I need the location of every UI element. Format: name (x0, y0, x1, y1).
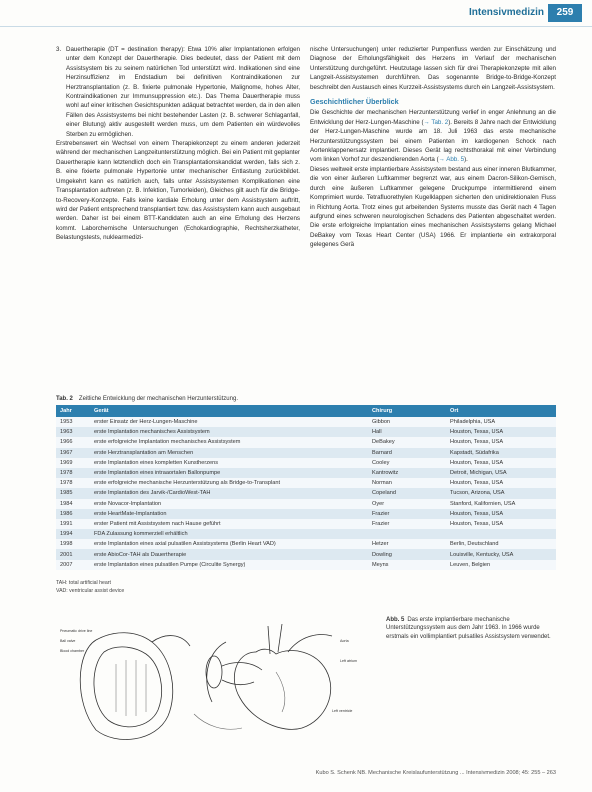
figure-illustration (56, 612, 378, 750)
table-row (56, 448, 556, 458)
cell-location: Houston, Texas, USA (446, 458, 556, 468)
outflow-cannula (222, 680, 254, 685)
cell-device: erste Novacor-Implantation (90, 499, 368, 509)
cell-year: 1985 (56, 488, 90, 498)
table-row (56, 509, 556, 519)
cell-location: Leuven, Belgien (446, 560, 556, 570)
cell-device: FDA Zulassung kommerziell erhältlich (90, 529, 368, 539)
column-header-device: Gerät (90, 405, 368, 417)
cell-location: Louisville, Kentucky, USA (446, 549, 556, 559)
table-row (56, 427, 556, 437)
cell-surgeon: Kantrowitz (368, 468, 446, 478)
figure-annotation: Pneumatic drive line (60, 629, 93, 633)
table-row (56, 488, 556, 498)
blood-chamber (94, 647, 162, 727)
table-notes (56, 580, 356, 595)
list-item-dauertherapie (56, 45, 300, 139)
cell-location: Kapstadt, Südafrika (446, 448, 556, 458)
cell-surgeon: Copeland (368, 488, 446, 498)
cell-device: erste Herztransplantation am Menschen (90, 448, 368, 458)
cell-device: erste Implantation eines axial pulsatilen Assistsystems (Berlin Heart VAD) (90, 539, 368, 549)
cell-device: erste Implantation eines intraaortalen Ballonpumpe (90, 468, 368, 478)
cell-year: 2001 (56, 549, 90, 559)
table-row (56, 499, 556, 509)
cell-year: 1978 (56, 478, 90, 488)
cell-year: 1978 (56, 468, 90, 478)
table-note: VAD: ventricular assist device (56, 587, 125, 594)
figure-annotation: Left atrium (340, 659, 357, 663)
right-column (310, 45, 556, 250)
cell-location: Houston, Texas, USA (446, 478, 556, 488)
text-run: ). Bereits 8 Jahre nach der Entwicklung der Herz-Lungen-Maschine wurde am 18. Juli 1963 das erste mechanische Herzunterstützungssystem bei einem Patienten im kardiogenen Schock nach Aortenklappenersatz implantiert. Dieses Gerät lag rechtsthorakal mit einer Verbindung vom linken Vorhof zur deszendierenden Aorta ( (310, 118, 556, 164)
cell-year: 1967 (56, 448, 90, 458)
cell-device: erste Implantation mechanisches Assistsystem (90, 427, 368, 437)
cell-location: Tucson, Arizona, USA (446, 488, 556, 498)
figure-annotation: Ball valve (60, 639, 76, 643)
cell-surgeon: Hall (368, 427, 446, 437)
cell-device: erste AbioCor-TAH als Dauertherapie (90, 549, 368, 559)
heart-outline (234, 649, 330, 729)
left-column (56, 45, 300, 243)
body-paragraph: nische Untersuchungen) unter reduzierter Pumpenfluss werden zur Einschätzung und Diagnose der Erholungsfähigkeit des Herzens im Verlauf der mechanischen Unterstützung durchgeführt. Heutzutage lassen sich für drei Therapiekonzepte mit allen Langzeit-Assistsystemen durchführen. Das sogenannte Bridge-to-Bridge-Konzept beschreibt den Austausch eines Kurzzeit-Assistsystems durch ein Langzeit-Assistsystem. (310, 46, 556, 91)
cell-year: 1969 (56, 458, 90, 468)
cell-device: erste Implantation eines pulsatilen Pumpe (Circulite Synergy) (90, 560, 368, 570)
page-number: 259 (548, 4, 582, 22)
cell-device: erster Einsatz der Herz-Lungen-Maschine (90, 417, 368, 427)
figure-annotation: Left ventricle (332, 709, 353, 713)
cell-location: Stanford, Kalifornien, USA (446, 499, 556, 509)
device-drawing (56, 612, 378, 750)
body-paragraph (310, 108, 556, 164)
figure-label: Abb. 5 (386, 617, 405, 623)
column-header-surgeon: Chirurg (368, 405, 446, 417)
cell-surgeon: DeBakey (368, 437, 446, 447)
cell-location: Detroit, Michigan, USA (446, 468, 556, 478)
septum-line (276, 672, 285, 712)
great-vessels (268, 624, 332, 654)
header-rule (0, 26, 592, 27)
connector-tube (152, 636, 190, 646)
cell-surgeon: Oyer (368, 499, 446, 509)
table-row (56, 519, 556, 529)
pump-chamber (206, 656, 222, 688)
cell-location: Berlin, Deutschland (446, 539, 556, 549)
table-row (56, 437, 556, 447)
table-row (56, 560, 556, 570)
cell-surgeon: Barnard (368, 448, 446, 458)
cell-surgeon: Hetzer (368, 539, 446, 549)
page-header (0, 0, 592, 30)
table-caption (56, 396, 556, 402)
figure-annotation: Aorta (340, 639, 349, 643)
cell-year: 1998 (56, 539, 90, 549)
body-paragraph: Erstrebenswert ein Wechsel von einem Therapiekonzept zu einem anderen jederzeit während der mechanischen Langzeitunterstützung möglich. Bei ein Patient mit geplanter Dauertherapie kann letztendlich doch ein Transplantationskandidat werden, falls sich z. B. eine fixierte pulmonale Hypertonie unter mechanischer Entlastung zurückbildet. Umgekehrt kann es natürlich auch, falls unter Assistsystemen Komplikationen eine Transplantation auftreten (z. B. Infektion, Tumorleiden), Gleiches gilt auch für die Bridge-to-Recovery-Konzepte. Falls keine kardiale Erholung unter dem Assistsystem auftritt, wird der Patient entsprechend transplantiert bzw. das Assistsystem kann auch ausgebaut werden. Daher ist bei einem BTT-Kandidaten auch an eine Erholung des Herzens kommt. Laborchemische Untersuchungen (Echokardiographie, Rechtsherzkatheter, Belastungstests, nuklearmedizi- (56, 140, 300, 242)
body-paragraph: Dieses weltweit erste implantierbare Assistsystem bestand aus einer inneren Blutkammer, die von einer äußeren Luftkammer begrenzt war, aus einem Dacron-Silikon-Gemisch, durch eine äußeren Luftkammer gelegene Druckpumpe intermittierend einem Komprimiert wurde. Tetrafluorethylen Kugelklappen sicherten den unidirektionalen Fluss in Richtung Aorta. Trotz eines gut arbeitenden Systems musste das Gerät nach 4 Tagen aufgrund eines schweren neurologischen Schadens des Patienten abgeschaltet werden. Die erste erfolgreiche Implantation eines mechanischen Assistsystems gelang Michael DeBakey vom Texas Heart Center (USA) 1966. Er implantierte ein extrakorporal gelegenes Gerä (310, 165, 556, 249)
text-run: ). (464, 156, 468, 164)
cell-year: 1966 (56, 437, 90, 447)
table-caption-text: Zeitliche Entwicklung der mechanischen Herzunterstützung. (78, 396, 238, 402)
cell-surgeon (368, 529, 446, 539)
column-header-year: Jahr (56, 405, 90, 417)
column-header-location: Ort (446, 405, 556, 417)
cell-location: Houston, Texas, USA (446, 519, 556, 529)
cell-location (446, 529, 556, 539)
table-row (56, 458, 556, 468)
table-row (56, 417, 556, 427)
cell-year: 1984 (56, 499, 90, 509)
cell-surgeon: Frazier (368, 509, 446, 519)
cell-surgeon: Norman (368, 478, 446, 488)
cell-year: 1953 (56, 417, 90, 427)
cell-device: erste erfolgreiche Implantation mechanisches Assistsystem (90, 437, 368, 447)
cell-year: 1994 (56, 529, 90, 539)
cell-device: erste Implantation des Jarvik-/CardioWest-TAH (90, 488, 368, 498)
table-row (56, 529, 556, 539)
cell-surgeon: Gibbon (368, 417, 446, 427)
cell-location: Houston, Texas, USA (446, 427, 556, 437)
section-heading: Geschichtlicher Überblick (310, 97, 399, 107)
cell-location: Philadelphia, USA (446, 417, 556, 427)
cell-year: 1986 (56, 509, 90, 519)
device-pneumatic-line (207, 642, 226, 702)
chamber-hatching (116, 660, 146, 716)
section-title: Intensivmedizin (468, 7, 544, 18)
cell-device: erste HeartMate-Implantation (90, 509, 368, 519)
cell-surgeon: Frazier (368, 519, 446, 529)
table-row (56, 539, 556, 549)
inflow-cannula (222, 663, 262, 670)
figure-caption-text: Das erste implantierbare mechanische Unterstützungssystem aus dem Jahr 1963. In 1966 wurde erstmals ein vollimplantiert pulsatiles Assistsystem verwendet. (386, 617, 551, 640)
cell-device: erster Patient mit Assistsystem nach Hause geführt (90, 519, 368, 529)
table-row (56, 478, 556, 488)
table-row (56, 549, 556, 559)
table-reference-link[interactable]: → Tab. 2 (423, 118, 449, 126)
text-run: Die Geschichte der mechanischen Herzunterstützung verlief in enger Anlehnung an die Entwicklung der Herz-Lungen-Maschine ( (310, 109, 556, 126)
cell-device: erste erfolgreiche mechanische Herzunterstützung als Bridge-to-Transplant (90, 478, 368, 488)
footer-citation: Kubo S. Schenk NB. Mechanische Kreislaufunterstützung ... Intensivmedizin 2008; 45: 255 – 263 (315, 770, 556, 776)
cell-location: Houston, Texas, USA (446, 437, 556, 447)
cell-year: 1991 (56, 519, 90, 529)
cell-device: erste Implantation eines kompletten Kunstherzens (90, 458, 368, 468)
table-header-row (56, 405, 556, 417)
table-row (56, 468, 556, 478)
drive-line (194, 714, 242, 729)
history-table (56, 405, 556, 570)
cell-surgeon: Meyns (368, 560, 446, 570)
list-number: 3. (56, 46, 62, 53)
figure-annotation: Blood chamber (60, 649, 85, 653)
cell-surgeon: Dowling (368, 549, 446, 559)
table-note: TAH: total artificial heart (56, 580, 111, 586)
table-label: Tab. 2 (56, 396, 73, 402)
cell-surgeon: Cooley (368, 458, 446, 468)
figure-reference-link[interactable]: → Abb. 5 (438, 156, 465, 164)
cell-year: 1963 (56, 427, 90, 437)
list-text: Dauertherapie (DT = destination therapy): Etwa 10% aller Implantationen erfolgen unter dem Konzept der Dauertherapie. Dies bedeutet, dass der Patient mit dem Assistsystem bis zu seinem natürlichen Tod unterstützt wird. Indikationen sind eine Herzinsuffizienz im Endstadium bei definitiven Kontraindikationen zur Herztransplantation (z. B. fixierte pulmonale Hypertonie, Malignome, hohes Alter, Kontraindikationen zur Immunsuppression etc.). Das Thema Dauertherapie muss wohl auf einer kritischen Gesichtspunkten adäquat betrachtet werden, da in den allen Fällen des Assistsystems bei nicht bestehender Lasten (z. B. schwerer Schlaganfall, einer Blutung) aktiv ausgestellt werden muss, um dem Patienten ein würdevolles Sterben zu ermöglichen. (66, 46, 300, 138)
cell-location: Houston, Texas, USA (446, 509, 556, 519)
cell-year: 2007 (56, 560, 90, 570)
figure-caption (386, 616, 556, 641)
